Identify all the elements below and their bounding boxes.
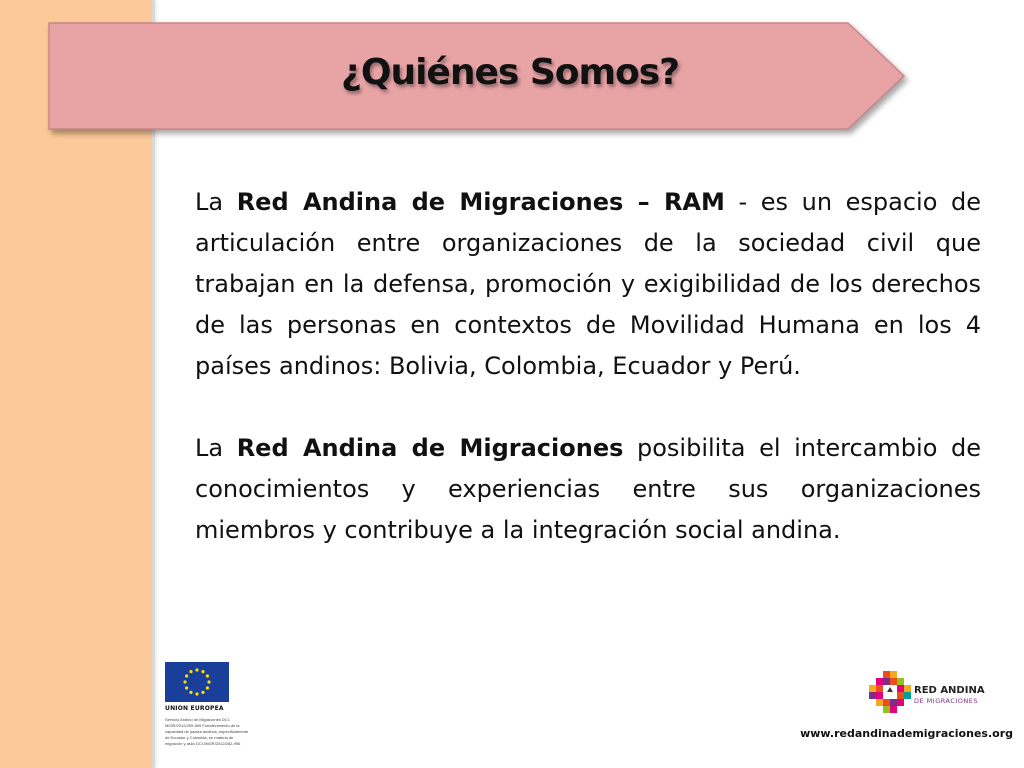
eu-label: UNION EUROPEA [165,705,224,712]
paragraph-intro [195,182,981,387]
paragraph-intro-rest: - es un espacio de articulación entre organizaciones de la sociedad civil que trabajan en la defensa, promoción y exigibilidad de los derechos de las personas en contextos de Movilidad Humana en los 4 países andinos: Bolivia, Colombia, Ecuador y Perú. [195,188,981,380]
logo-subtitle: DE MIGRACIONES [914,697,978,705]
eu-flag-icon [165,662,229,702]
network-name-bold: Red Andina de Migraciones [236,434,624,462]
eu-funding-block [165,662,255,747]
body-content [195,182,981,551]
paragraph-purpose [195,428,981,551]
page-title: ¿Quiénes Somos? [340,52,680,93]
website-url: www.redandinademigraciones.org [800,727,1013,740]
logo-name: RED ANDINA [914,685,985,696]
paragraph-intro-lead: La [195,188,237,216]
paragraph-purpose-rest: posibilita el intercambio de conocimientos y experiencias entre sus organizaciones miembros y contribuye a la integración social andina. [195,434,981,544]
organization-name-bold: Red Andina de Migraciones – RAM [236,188,725,216]
paragraph-purpose-lead: La [195,434,237,462]
eu-fine-print: Servicio Andino de Migraciones DCI-MIGR/2012/259-599 Fortalecimiento de la capacidad de países andinos, específicamente de Ecuador y Colombia, en materia de migración y asilo DCI-MIGR/2012/282-996 [165,717,249,746]
ram-logo [862,670,992,722]
mosaic-logo-icon [866,670,914,718]
